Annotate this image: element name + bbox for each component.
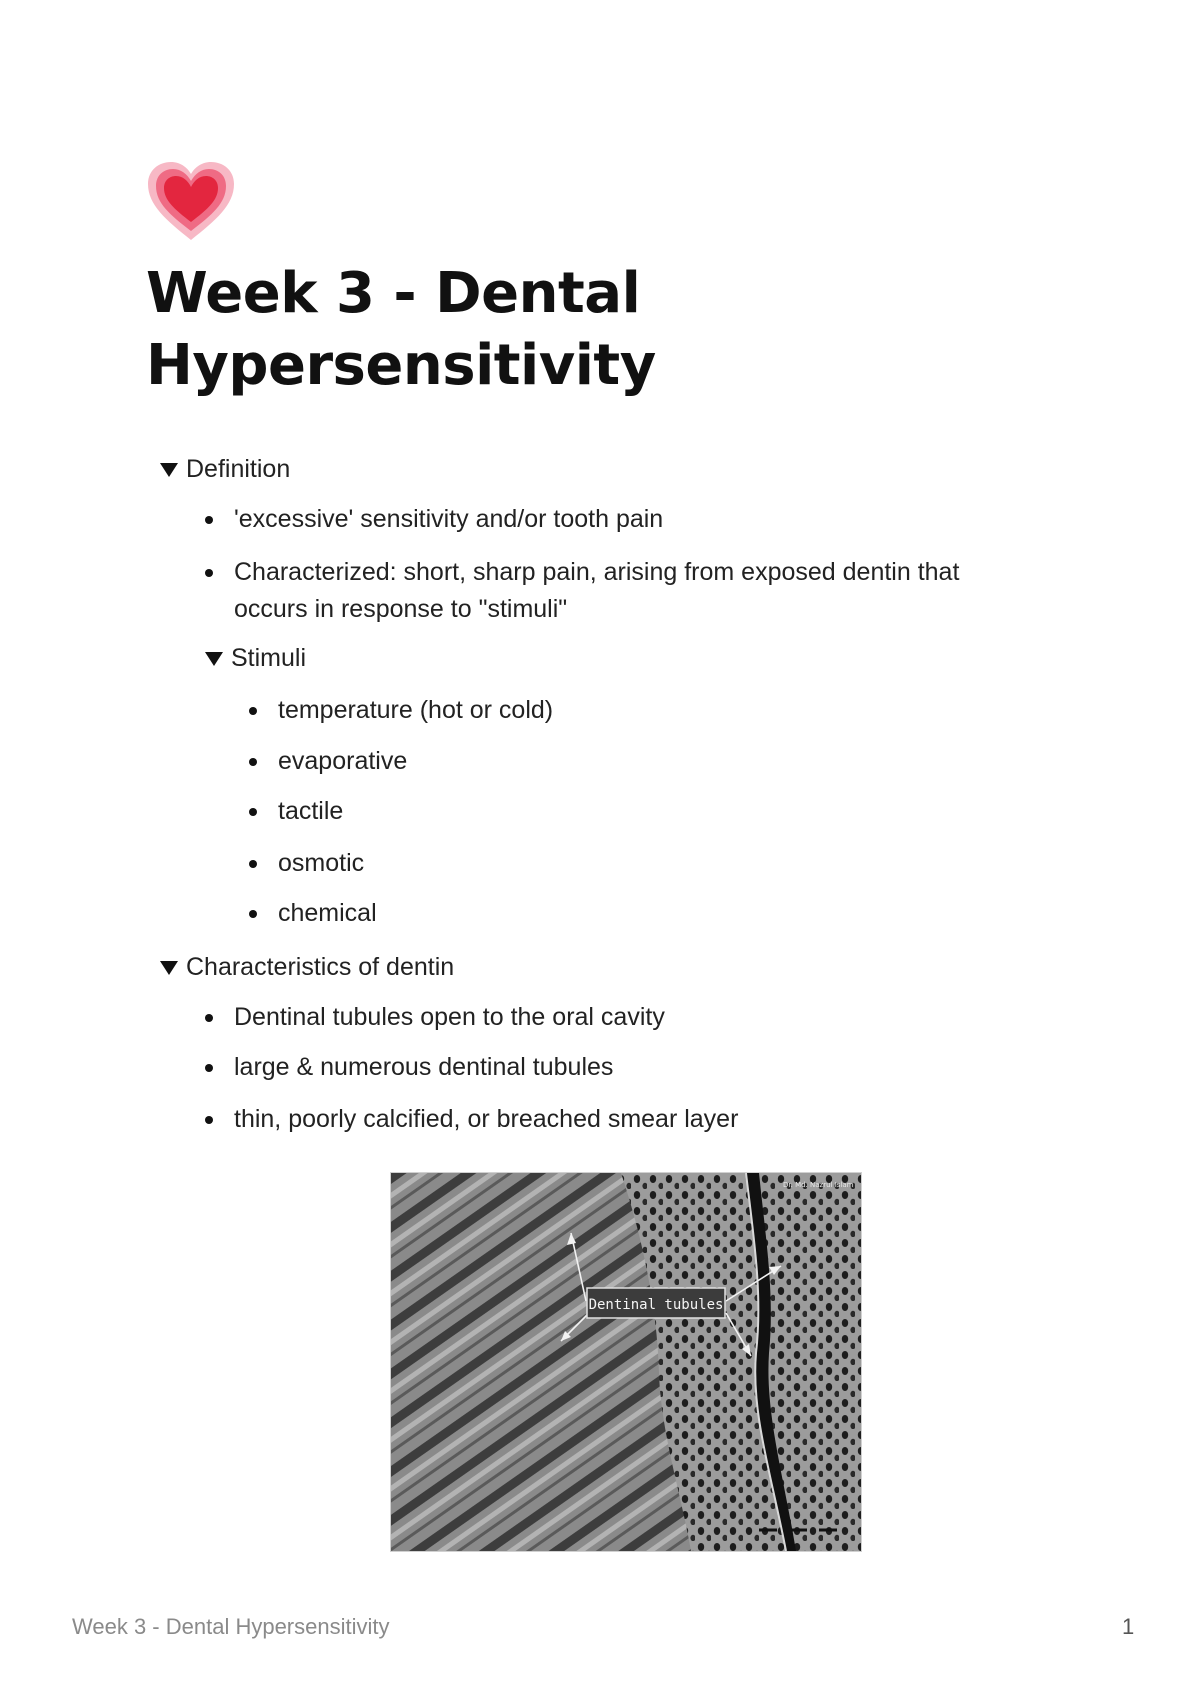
figure-credit: Dr. Md. Nazrul Islam bbox=[783, 1181, 854, 1189]
list-item: large & numerous dentinal tubules bbox=[234, 1049, 613, 1086]
list-item: temperature (hot or cold) bbox=[278, 692, 553, 729]
page-title: Week 3 - Dental Hypersensitivity bbox=[146, 261, 656, 398]
bullet-dot-icon bbox=[249, 860, 257, 868]
list-item: evaporative bbox=[278, 743, 407, 780]
heart-icon bbox=[146, 160, 236, 244]
bullet-dot-icon bbox=[205, 569, 213, 577]
bullet-dot-icon bbox=[205, 1116, 213, 1124]
bullet-dot-icon bbox=[249, 707, 257, 715]
list-item: thin, poorly calcified, or breached smear layer bbox=[234, 1101, 738, 1138]
bullet-dot-icon bbox=[205, 1064, 213, 1072]
footer-title: Week 3 - Dental Hypersensitivity bbox=[72, 1614, 390, 1639]
toggle-triangle-icon[interactable] bbox=[205, 652, 223, 666]
page-number: 1 bbox=[1122, 1614, 1135, 1639]
list-item: Characterized: short, sharp pain, arising from exposed dentin that occurs in response to "stimuli" bbox=[234, 554, 1024, 628]
list-item: Dentinal tubules open to the oral cavity bbox=[234, 999, 665, 1036]
dentinal-tubules-micrograph bbox=[390, 1172, 862, 1552]
bullet-dot-icon bbox=[205, 1014, 213, 1022]
bullet-dot-icon bbox=[249, 808, 257, 816]
toggle-label: Definition bbox=[186, 455, 291, 483]
bullet-dot-icon bbox=[249, 910, 257, 918]
toggle-stimuli[interactable] bbox=[205, 641, 306, 675]
toggle-triangle-icon[interactable] bbox=[160, 961, 178, 975]
toggle-label: Stimuli bbox=[231, 644, 307, 672]
toggle-characteristics-of-dentin[interactable] bbox=[160, 950, 454, 984]
toggle-definition[interactable] bbox=[160, 452, 290, 486]
toggle-label: Characteristics of dentin bbox=[186, 953, 455, 981]
list-item: osmotic bbox=[278, 845, 364, 882]
list-item: tactile bbox=[278, 793, 343, 830]
list-item: 'excessive' sensitivity and/or tooth pain bbox=[234, 501, 1054, 538]
list-item: chemical bbox=[278, 895, 377, 932]
toggle-triangle-icon[interactable] bbox=[160, 463, 178, 477]
figure-label: Dentinal tubules bbox=[588, 1297, 724, 1313]
bullet-dot-icon bbox=[205, 516, 213, 524]
bullet-dot-icon bbox=[249, 758, 257, 766]
